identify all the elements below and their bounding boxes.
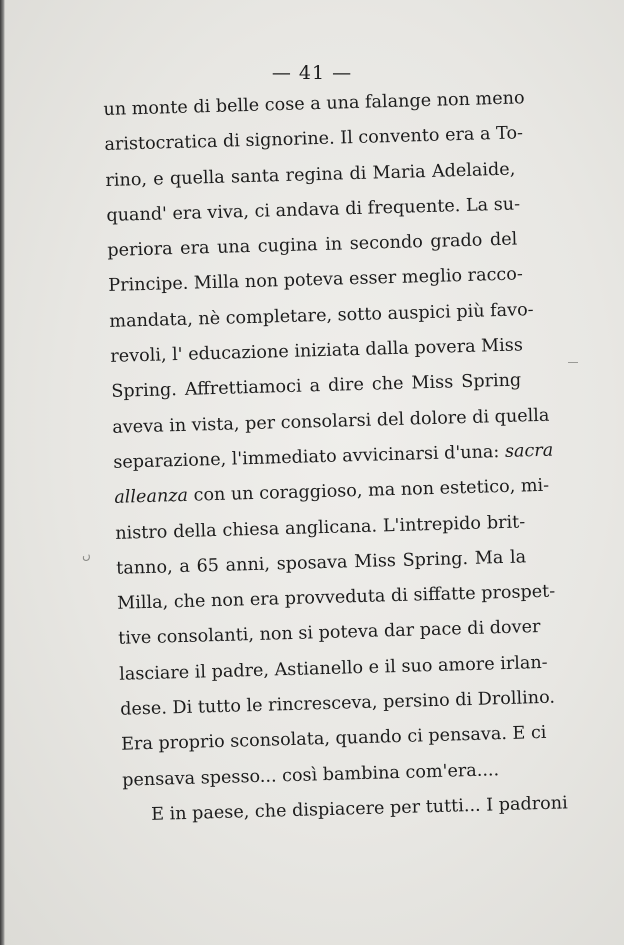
- text-line: dese. Di tutto le rincresceva, persino di Drollino.: [119, 687, 556, 720]
- text-line: quand' era viva, ci andava di frequente. La su-: [106, 194, 521, 226]
- margin-mark: ں: [82, 548, 91, 562]
- body-text: [103, 82, 568, 834]
- text-line: un monte di belle cose a una falange non meno: [103, 88, 525, 120]
- page-number: — 41 —: [271, 62, 353, 84]
- text-line: aristocratica di signorine. Il convento era a To-: [104, 123, 524, 156]
- text-line: Principe. Milla non poteva esser meglio racco-: [108, 264, 524, 297]
- text-line: periora era una cugina in secondo grado del: [107, 229, 518, 262]
- text-segment: con un coraggioso, ma non estetico, mi-: [187, 475, 550, 507]
- text-line: nistro della chiesa anglicana. L'intrepido brit-: [115, 511, 526, 544]
- text-line-paragraph-end: pensava spesso... così bambina com'era....: [121, 759, 500, 791]
- page-left-edge: [0, 0, 5, 945]
- margin-dash: [568, 362, 578, 363]
- text-line: revoli, l' educazione iniziata dalla povera Miss: [110, 335, 524, 367]
- text-line: Spring. Affrettiamoci a dire che Miss Spring: [111, 370, 522, 403]
- text-line: rino, e quella santa regina di Maria Adelaide,: [105, 159, 516, 191]
- italic-word: alleanza: [114, 486, 189, 509]
- text-line: Milla, che non era provveduta di siffatte prospet-: [116, 581, 556, 614]
- italic-word: sacra: [504, 440, 554, 462]
- text-line: lasciare il padre, Astianello e il suo amore irlan-: [118, 652, 548, 685]
- text-line: aveva in vista, per consolarsi del dolore di quella: [112, 405, 550, 438]
- text-segment: separazione, l'immediato avvicinarsi d'una:: [113, 442, 500, 473]
- text-line: tive consolanti, non si poteva dar pace di dover: [117, 617, 541, 650]
- text-line: Era proprio sconsolata, quando ci pensava. E ci: [120, 723, 547, 756]
- text-line-paragraph-start: E in paese, che dispiacere per tutti... I padroni: [150, 793, 568, 825]
- text-line: mandata, nè completare, sotto auspici più favo-: [109, 299, 534, 332]
- text-line: tanno, a 65 anni, sposava Miss Spring. Ma la: [116, 547, 527, 579]
